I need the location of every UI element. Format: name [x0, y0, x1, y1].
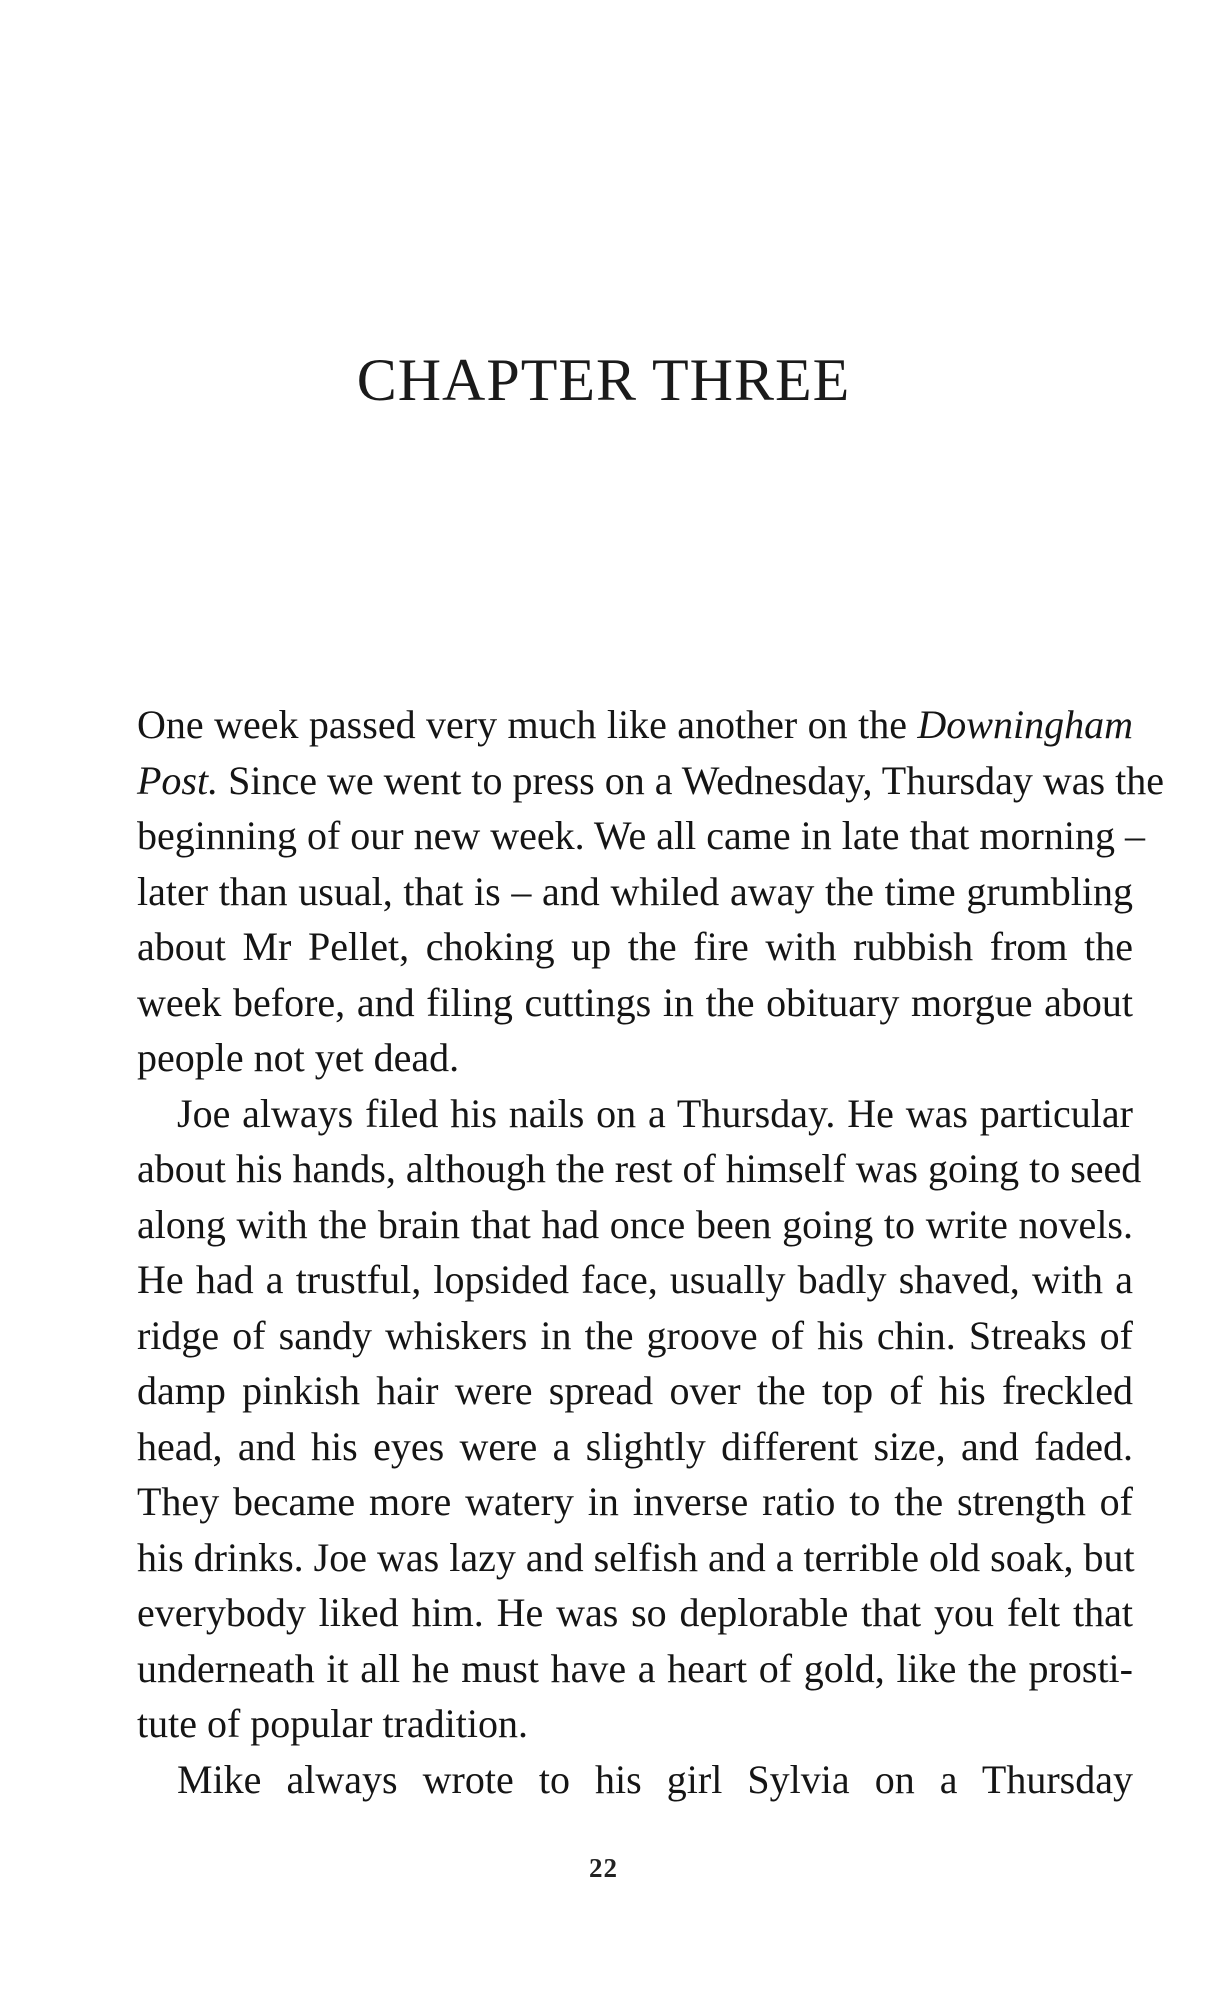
text-line: One week passed very much like another on the Downingham: [137, 702, 1133, 747]
text-line: underneath it all he must have a heart of gold, like the prosti-: [137, 1645, 1133, 1691]
text-line: everybody liked him. He was so deplorable that you felt that: [137, 1590, 1133, 1635]
paragraph-3: [137, 1752, 1133, 1808]
text-line: people not yet dead.: [137, 1035, 460, 1080]
text-line: week before, and filing cuttings in the obituary morgue about: [137, 979, 1133, 1025]
text-line: beginning of our new week. We all came in late that morning –: [137, 813, 1145, 858]
page-number: 22: [589, 1853, 618, 1883]
text-line: his drinks. Joe was lazy and selfish and a terrible old soak, but: [137, 1534, 1135, 1580]
chapter-title: CHAPTER THREE: [356, 347, 851, 413]
text-line: Mike always wrote to his girl Sylvia on a Thursday: [177, 1756, 1133, 1802]
text-line: Post. Since we went to press on a Wednesday, Thursday was the: [137, 757, 1164, 803]
text-line: later than usual, that is – and whiled away the time grumbling: [137, 868, 1133, 914]
text-line: ridge of sandy whiskers in the groove of his chin. Streaks of: [137, 1312, 1133, 1358]
paragraph-2: [137, 1086, 1142, 1752]
text-line: They became more watery in inverse ratio to the strength of: [137, 1479, 1133, 1524]
paragraph-1: [137, 697, 1164, 1086]
text-line: He had a trustful, lopsided face, usually badly shaved, with a: [137, 1257, 1133, 1302]
text-line: about his hands, although the rest of himself was going to seed: [137, 1146, 1142, 1191]
text-line: head, and his eyes were a slightly different size, and faded.: [137, 1423, 1133, 1469]
text-line: along with the brain that had once been going to write novels.: [137, 1201, 1133, 1247]
text-line: Joe always filed his nails on a Thursday. He was particular: [177, 1090, 1133, 1136]
body-text: [137, 697, 1164, 1807]
text-line: about Mr Pellet, choking up the fire with rubbish from the: [137, 924, 1133, 969]
text-line: tute of popular tradition.: [137, 1701, 529, 1746]
text-line: damp pinkish hair were spread over the top of his freckled: [137, 1368, 1133, 1413]
